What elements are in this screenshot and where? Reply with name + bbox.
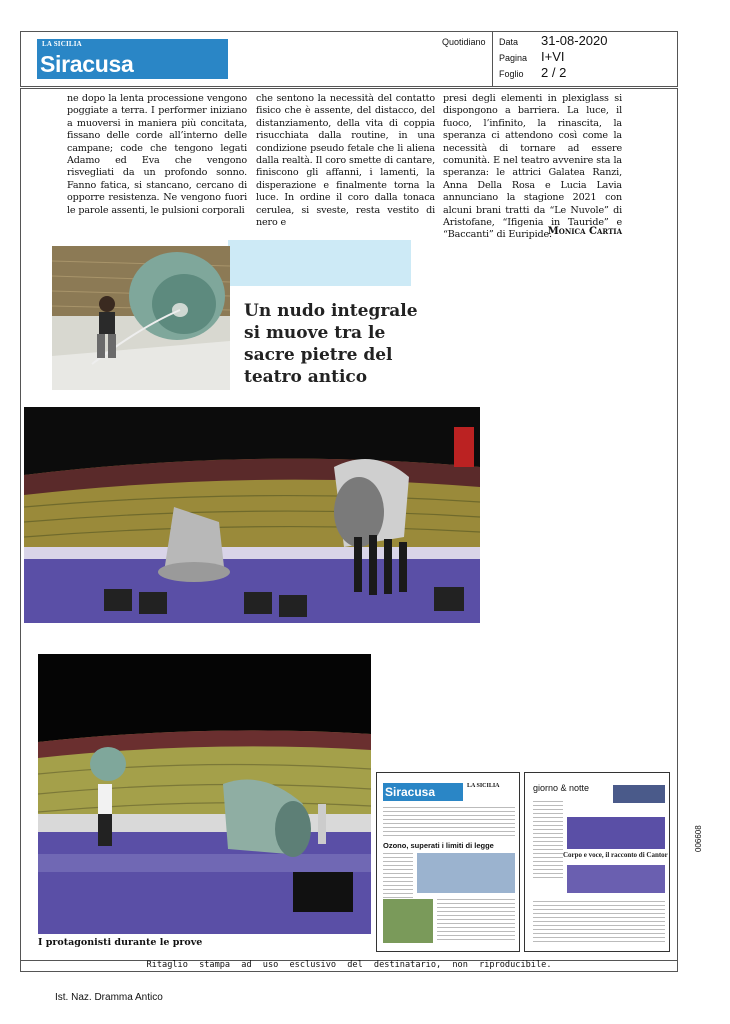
date-label: Data — [499, 37, 519, 47]
photo-stage-bells — [24, 407, 480, 623]
thumbnail-left-text-block-2 — [437, 899, 515, 943]
page-label: Pagina — [499, 53, 528, 63]
photo-rehearsal-graphic — [38, 654, 371, 934]
photo-caption: I protagonisti durante le prove — [38, 937, 203, 948]
thumbnail-left-headline: Ozono, superati i limiti di legge — [383, 841, 494, 850]
publication-type: Quotidiano — [442, 37, 486, 47]
photo-performer-with-bell-graphic — [52, 246, 230, 390]
thumbnail-left-masthead: Siracusa — [383, 783, 463, 801]
photo-stage-bells-graphic — [24, 407, 480, 623]
thumbnail-right-photo-2 — [567, 865, 665, 893]
article-byline: Monica Cartia — [547, 226, 622, 237]
thumbnail-right-masthead: giorno & notte — [533, 783, 590, 793]
thumbnail-right-headline: Corpo e voce, il racconto di Cantor — [563, 851, 668, 859]
thumbnail-left-logo: LA SICILIA — [467, 783, 500, 789]
article-column-3: presi degli elementi in plexiglass si dispongono a barriera. La luce, il fuoco, l’infinito, la rinascita, la speranza ci attendono così come la necessità di tornare ad essere comunità. E nel teatro avvenire sta la speranza: le attrici Galatea Ranzi, Anna Della Rosa e Lucia Lavia annunciano la stagione 2021 con alcuni brani tratti da “Le Nuvole” di Aristofane, “Ifigenia in Tauride” e “Baccanti” di Euripide. — [443, 93, 622, 241]
article-column-1: ne dopo la lenta processione vengono poggiate a terra. I performer iniziano a muoversi in maniera più concitata, fissano delle corde all’interno delle campane; code che tengono legati Adamo ed Eva che vengono risvegliati da un profondo sonno. Fanno fatica, si stancano, cercano di opporre resistenza. Ne vengono fuori le parole assenti, le pulsioni corporali — [67, 93, 247, 216]
date-value: 31-08-2020 — [541, 33, 608, 48]
article-column-2: che sentono la necessità del contatto fisico che è assente, del distacco, del distanziamento, della vita di coppia risucchiata dalla routine, in una condizione pseudo fetale che li aliena dalla realtà. Il coro smette di cantare, finiscono gli affanni, i lamenti, la disperazione e finalmente torna la luce. In ordine il coro dalla tonaca cerulea, si sveste, resta vestito di nero e — [256, 93, 435, 229]
thumbnail-right-photo-1 — [567, 817, 665, 849]
thumbnail-front-page — [376, 772, 520, 952]
thumbnail-left-photo-2 — [383, 899, 433, 943]
photo-performer-with-bell — [52, 246, 230, 390]
newspaper-logo — [37, 39, 228, 79]
page-value: I+VI — [541, 49, 565, 64]
thumbnail-left-text-block — [383, 807, 515, 837]
article-headline: Un nudo integrale si muove tra le sacre pietre del teatro antico — [244, 301, 418, 387]
headline-color-band — [228, 240, 411, 286]
thumbnail-right-top-photo — [613, 785, 665, 803]
logo-small-text: LA SICILIA — [42, 40, 82, 48]
clipping-code: 006608 — [694, 825, 703, 852]
header-divider — [492, 32, 493, 86]
thumbnail-inside-page — [524, 772, 670, 952]
source-label: Ist. Naz. Dramma Antico — [55, 992, 163, 1003]
thumbnail-right-text-block — [533, 901, 665, 943]
thumbnail-right-column — [533, 801, 563, 881]
photo-rehearsal — [38, 654, 371, 934]
sheet-label: Foglio — [499, 69, 524, 79]
clipping-header — [20, 31, 678, 87]
logo-title: Siracusa — [40, 51, 134, 77]
thumbnail-left-photo — [417, 853, 515, 893]
sheet-value: 2 / 2 — [541, 65, 567, 80]
copyright-notice: Ritaglio stampa ad uso esclusivo del destinatario, non riproducibile. — [146, 960, 552, 970]
